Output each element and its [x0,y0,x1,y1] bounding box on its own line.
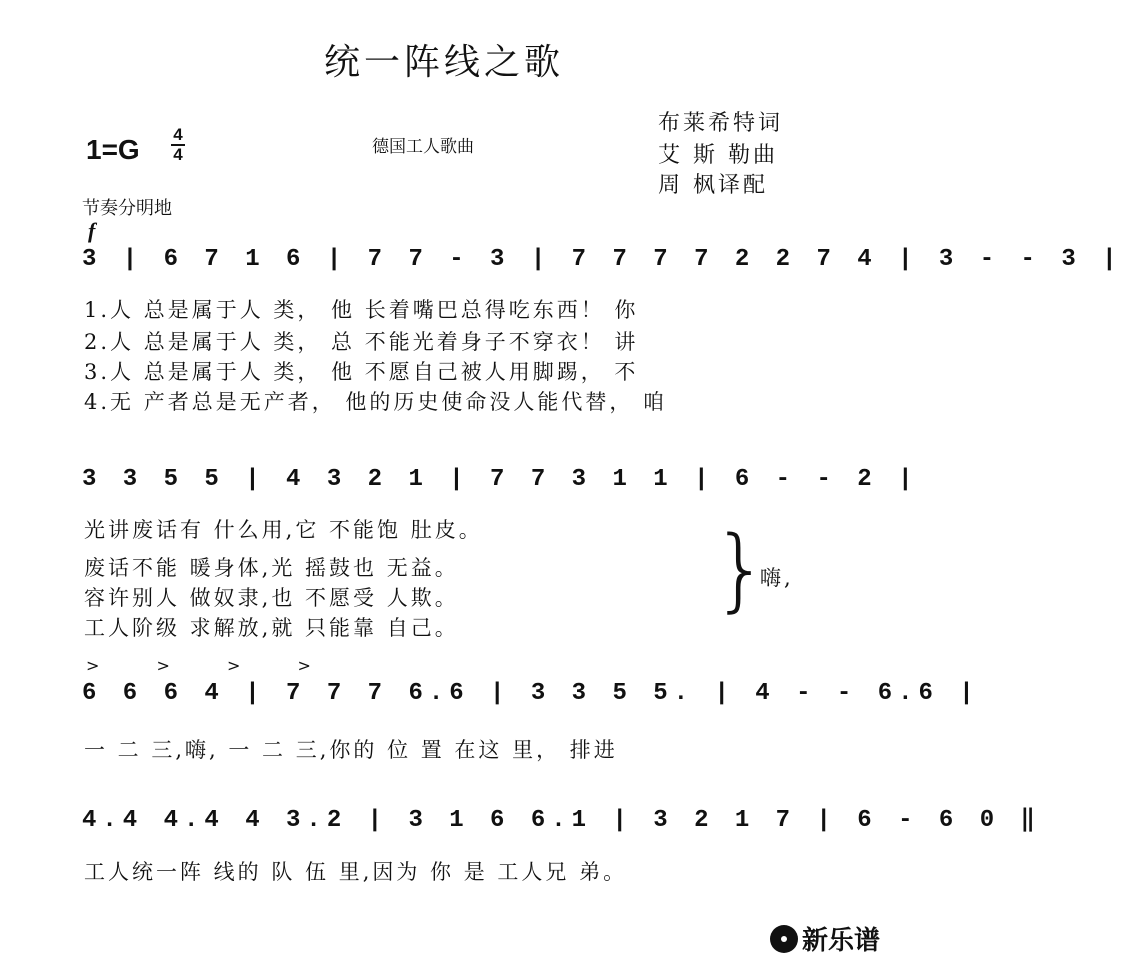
time-sig-top: 4 [173,125,183,144]
lyric-line: 3.人 总是属于人 类， 他 不愿自己被人用脚踢， 不 [84,360,639,384]
notation-line-2: 3 3 5 5 | 4 3 2 1 | 7 7 3 1 1 | 6 - - 2 | [82,466,919,493]
lyric-line: 容许别人 做奴隶,也 不愿受 人欺。 [84,586,459,610]
key-signature: 1=G [86,134,140,165]
arranger-credit: 周 枫译配 [658,173,768,198]
notation-line-4: 4.4 4.4 4 3.2 | 3 1 6 6.1 | 3 2 1 7 | 6 - 6 0 ‖ [82,807,1041,834]
time-signature [170,126,186,164]
genre-label: 德国工人歌曲 [372,137,474,157]
verse-brace: } [712,517,770,622]
time-sig-bottom: 4 [173,145,183,164]
refrain-word: 嗨, [760,566,794,590]
notation-line-1: 3 | 6 7 1 6 | 7 7 - 3 | 7 7 7 7 2 2 7 4 | 3 - - 3 | [82,246,1123,273]
dynamic-marking: f [88,218,96,243]
lyric-line: 一 二 三,嗨, 一 二 三,你的 位 置 在这 里， 排进 [84,738,618,762]
lyric-line: 光讲废话有 什么用,它 不能饱 肚皮。 [84,518,483,542]
site-watermark [770,920,880,957]
lyric-line: 废话不能 暖身体,光 摇鼓也 无益。 [84,556,459,580]
lyric-line: 1.人 总是属于人 类， 他 长着嘴巴总得吃东西！ 你 [84,298,639,322]
lyricist-credit: 布莱希特词 [658,111,784,136]
lyric-line: 4.无 产者总是无产者， 他的历史使命没人能代替， 咱 [84,390,668,414]
lyric-line: 工人阶级 求解放,就 只能靠 自己。 [84,616,459,640]
composer-credit: 艾 斯 勒曲 [658,143,778,168]
tempo-marking: 节奏分明地 [82,198,172,219]
notation-line-3: 6 6 6 4 | 7 7 7 6.6 | 3 3 5 5. | 4 - - 6.6 | [82,680,980,707]
record-icon [770,925,798,953]
watermark-text: 新乐谱 [801,926,880,956]
song-title: 统一阵线之歌 [323,42,564,83]
accent-marks: > > > > [86,656,337,675]
lyric-line: 2.人 总是属于人 类， 总 不能光着身子不穿衣！ 讲 [84,330,639,354]
lyric-line: 工人统一阵 线的 队 伍 里,因为 你 是 工人兄 弟。 [84,860,628,884]
